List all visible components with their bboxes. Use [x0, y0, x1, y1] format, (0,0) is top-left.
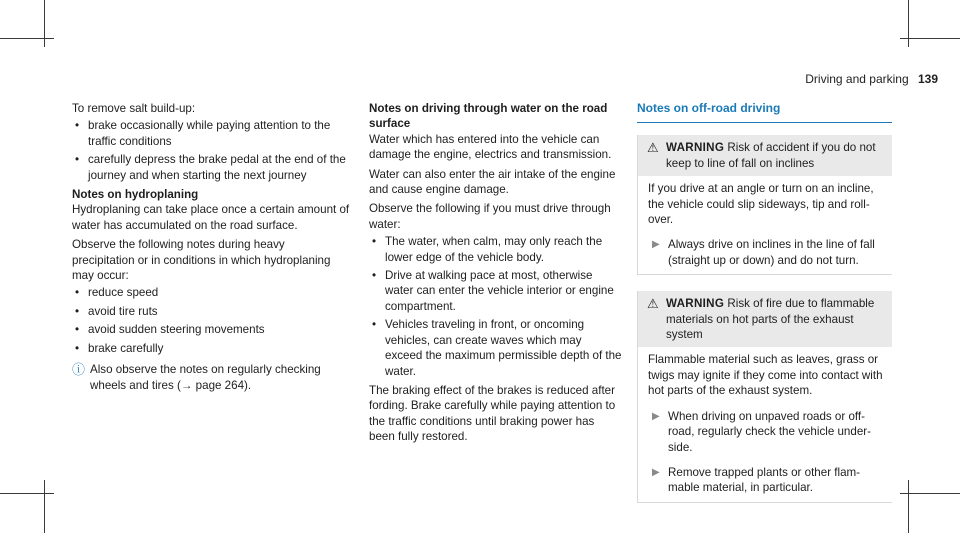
warning-label: WARNING	[666, 141, 725, 155]
column-middle	[369, 101, 622, 445]
hydroplaning-text: Hydroplaning can take place once a certain amount of water has accumulated on the road surface.	[72, 203, 350, 232]
crop-mark	[908, 0, 909, 47]
list-item: • avoid tire ruts	[75, 304, 158, 318]
warning-triangle-icon: ⚠	[647, 296, 659, 312]
list-item: • brake occasionally while paying attention to the traffic conditions	[75, 119, 331, 148]
water-heading: Notes on driving through water on the road surface	[369, 102, 608, 131]
list-item: • Vehicles traveling in front, or oncoming vehicles, can create waves which may exceed the maximum permissible depth of the water.	[372, 318, 622, 378]
warning-action-text: Remove trapped plants or other flam-mable material, in particular.	[668, 465, 861, 495]
warning-body-text: Flammable material such as leaves, grass or twigs may ignite if they come into contact with hot parts of the exhaust system.	[648, 353, 883, 398]
running-header	[805, 72, 938, 87]
warning-head-text: Risk of accident if you do not keep to line of fall on inclines	[666, 141, 876, 170]
warning-box-incline	[637, 135, 892, 275]
action-arrow-icon: ▶	[652, 239, 660, 251]
crop-mark	[908, 480, 909, 533]
list-item: • carefully depress the brake pedal at the end of the journey and when starting the next journey	[75, 153, 346, 182]
header-section: Driving and parking	[805, 72, 909, 86]
hydroplaning-observe: Observe the following notes during heavy precipitation or in conditions in which hydroplaning may occur:	[72, 238, 331, 283]
salt-list	[72, 118, 350, 183]
warning-triangle-icon: ⚠	[647, 140, 659, 156]
crop-mark	[44, 480, 45, 533]
warning-head-text: Risk of fire due to flammable materials on hot parts of the exhaust system	[666, 297, 875, 342]
bullet-icon: •	[372, 318, 377, 332]
bullet-icon: •	[75, 286, 80, 300]
list-item: • Drive at walking pace at most, otherwise water can enter the vehicle interior or engine compartment.	[372, 269, 614, 313]
warning-box-fire	[637, 291, 892, 502]
warning-action	[648, 237, 884, 268]
hydroplaning-list	[72, 285, 350, 356]
bullet-icon: •	[75, 341, 80, 355]
bullet-icon: •	[75, 119, 80, 133]
salt-intro: To remove salt build-up:	[72, 102, 196, 115]
crop-mark	[900, 493, 960, 494]
warning-body-text: If you drive at an angle or turn on an incline, the vehicle could slip sideways, tip and roll-over.	[648, 182, 874, 227]
list-item: • The water, when calm, may only reach the lower edge of the vehicle body.	[372, 235, 603, 264]
water-paragraph-3: Observe the following if you must drive through water:	[369, 202, 611, 231]
list-item: • reduce speed	[75, 286, 159, 300]
water-list	[369, 234, 622, 379]
column-left	[72, 101, 350, 393]
offroad-heading: Notes on off-road driving	[637, 101, 781, 115]
info-note	[72, 362, 350, 393]
water-paragraph-1: Water which has entered into the vehicle can damage the engine, electrics and transmission.	[369, 132, 612, 162]
heading-divider	[637, 122, 892, 123]
column-right	[637, 101, 892, 519]
crop-mark	[44, 0, 45, 47]
action-arrow-icon: ▶	[652, 466, 660, 478]
warning-action	[648, 465, 884, 496]
action-arrow-icon: ▶	[652, 410, 660, 422]
info-note-text[interactable]: Also observe the notes on regularly checking wheels and tires (→ page 264).	[90, 363, 321, 392]
warning-body	[638, 176, 892, 274]
warning-body	[638, 347, 892, 501]
hydroplaning-heading: Notes on hydroplaning	[72, 188, 199, 202]
page-number: 139	[917, 72, 938, 86]
list-item: • brake carefully	[75, 341, 164, 355]
list-item: • avoid sudden steering movements	[75, 323, 265, 337]
warning-action-text: When driving on unpaved roads or off-road, regularly check the vehicle under-side.	[668, 409, 871, 454]
info-icon: ⓘ	[72, 362, 86, 378]
warning-action	[648, 409, 884, 455]
warning-label: WARNING	[666, 297, 725, 311]
warning-action-text: Always drive on inclines in the line of fall (straight up or down) and do not turn.	[668, 238, 875, 267]
water-paragraph-4: The braking effect of the brakes is reduced after fording. Brake carefully while paying attention to the traffic conditions until braking power has been fully restored.	[369, 383, 616, 444]
bullet-icon: •	[75, 323, 80, 337]
bullet-icon: •	[372, 269, 377, 283]
water-paragraph-2: Water can also enter the air intake of the engine and cause engine damage.	[369, 167, 616, 197]
bullet-icon: •	[75, 304, 80, 318]
crop-mark	[900, 38, 960, 39]
warning-header	[638, 291, 892, 347]
crop-mark	[0, 38, 54, 39]
bullet-icon: •	[75, 153, 80, 167]
warning-header	[638, 135, 892, 176]
crop-mark	[0, 493, 54, 494]
bullet-icon: •	[372, 235, 377, 249]
